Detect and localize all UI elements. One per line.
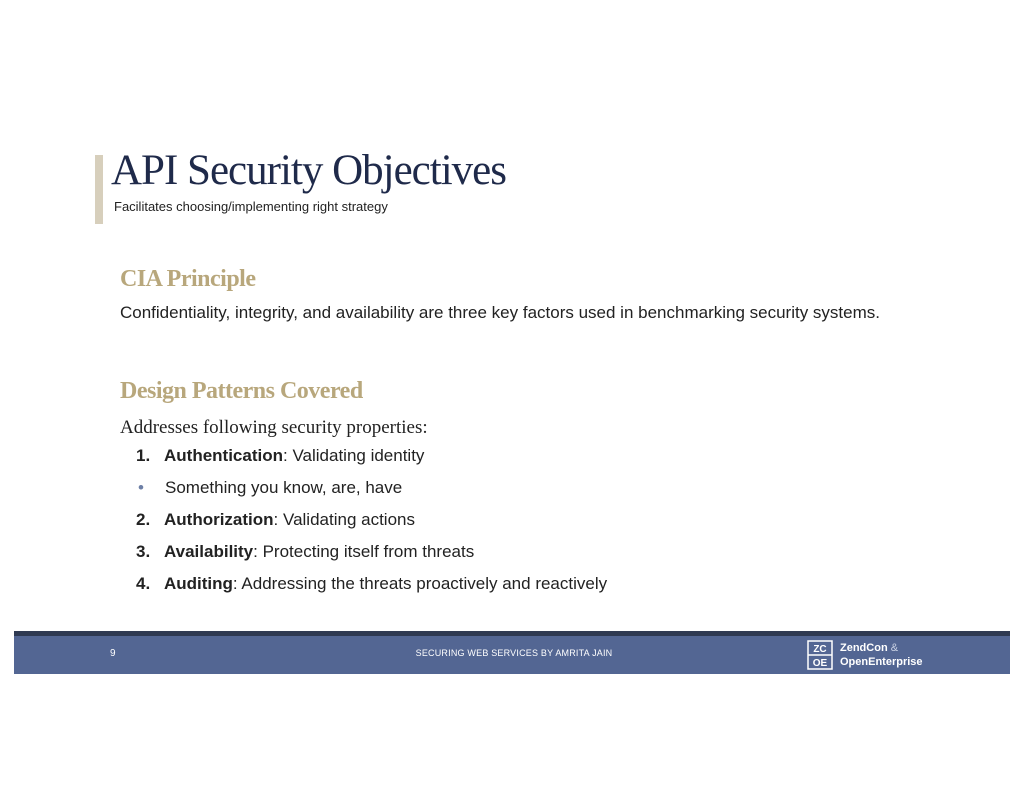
list-number: 2. [136,510,151,529]
list-term: Authorization [164,510,274,529]
logo-mark-bottom: OE [812,658,828,669]
list-term: Authentication [164,446,283,465]
logo-mark-top: ZC [813,644,827,655]
list-description: : Addressing the threats proactively and reactively [232,574,608,593]
list-number: 1. [136,446,151,465]
list-term: Availability [164,542,254,561]
list-item-authorization [136,510,415,530]
zendcon-logo-mark-icon [807,640,833,670]
list-item-authentication [136,446,424,466]
patterns-intro: Addresses following security properties: [120,417,428,438]
patterns-heading: Design Patterns Covered [120,378,363,404]
list-item-auditing [136,574,607,594]
logo-zendcon-text [840,642,898,654]
bullet-icon: • [138,478,144,497]
list-description: : Protecting itself from threats [253,542,475,561]
logo-ampersand: & [890,642,899,654]
slide-subtitle: Facilitates choosing/implementing right strategy [114,199,388,214]
sub-bullet-item [138,478,402,498]
zendcon-logo [807,639,937,671]
footer-band [14,636,1010,674]
logo-openenterprise-text: OpenEnterprise [840,656,923,668]
cia-heading: CIA Principle [120,266,256,292]
logo-zendcon-word: ZendCon [840,642,888,654]
footer-title: SECURING WEB SERVICES BY AMRITA JAIN [415,648,613,658]
page-number: 9 [110,648,116,659]
list-item-availability [136,542,474,562]
slide-title: API Security Objectives [111,147,506,194]
title-accent-bar [95,155,103,224]
list-term: Auditing [164,574,233,593]
list-description: : Validating actions [273,510,415,529]
list-number: 4. [136,574,151,593]
list-number: 3. [136,542,151,561]
cia-description: Confidentiality, integrity, and availability are three key factors used in benchmarking security systems. [120,303,880,322]
sub-bullet-text: Something you know, are, have [165,478,403,497]
list-description: : Validating identity [283,446,425,465]
